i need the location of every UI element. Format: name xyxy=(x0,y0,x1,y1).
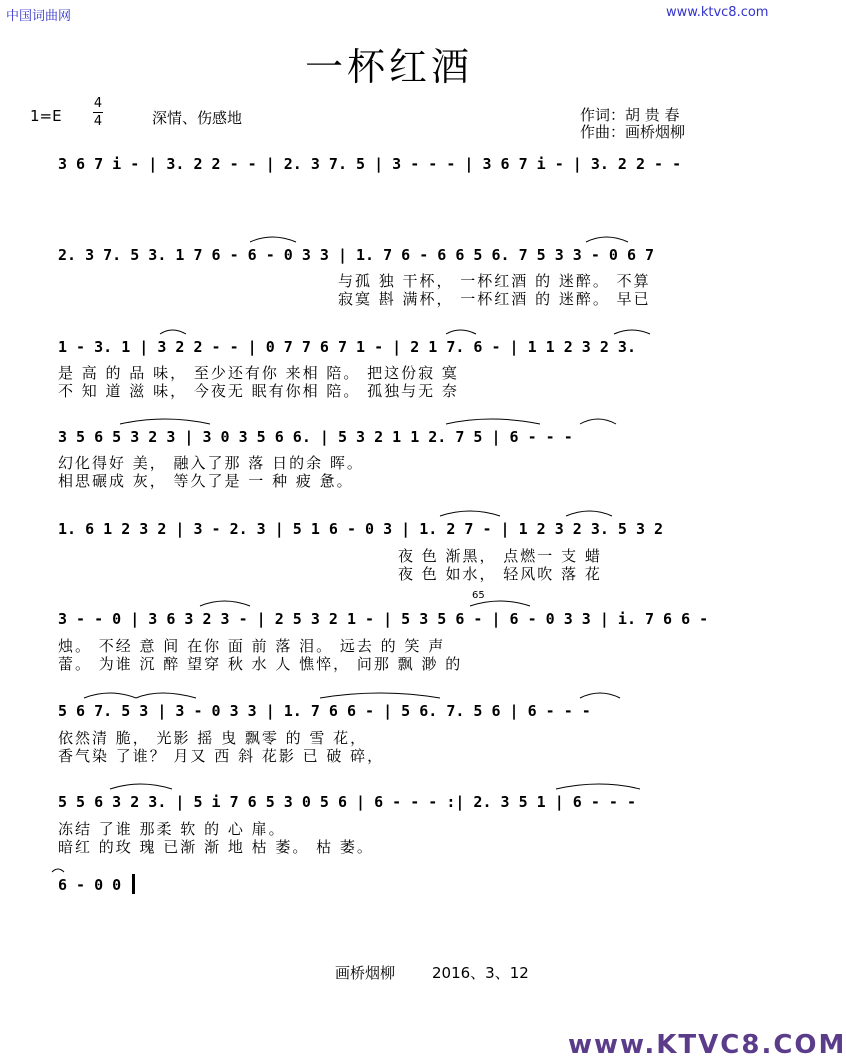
slur xyxy=(446,419,540,424)
slur xyxy=(440,511,500,516)
lyric-row-2-verse-1: 与孤 独 干杯， 一杯红酒 的 迷醉。 不算 xyxy=(338,272,651,290)
slur xyxy=(446,330,476,334)
footer-author: 画桥烟柳 xyxy=(335,964,396,982)
slur xyxy=(556,784,640,789)
slur xyxy=(614,330,650,334)
slur xyxy=(586,237,628,242)
slur xyxy=(160,330,186,334)
slur xyxy=(136,693,196,698)
lyric-row-8-verse-1: 冻结 了谁 那柔 软 的 心 扉。 xyxy=(58,820,286,838)
site-link-right[interactable]: www.ktvc8.com xyxy=(666,5,769,20)
lyric-row-5-verse-1: 夜 色 渐黑， 点燃一 支 蜡 xyxy=(398,547,602,565)
notation-row-2: 2. 3 7. 5 3. 1 7 6 - 6 - 0 3 3 | 1. 7 6 - 6 6 5 6. 7 5 3 3 - 0 6 7 xyxy=(58,246,655,264)
slur xyxy=(320,693,440,698)
lyric-row-8-verse-2: 暗红 的玫 瑰 已渐 渐 地 枯 萎。 枯 萎。 xyxy=(58,838,374,856)
time-top: 4 xyxy=(93,96,103,111)
slur xyxy=(566,511,612,516)
lyric-row-3-verse-2: 不 知 道 滋 味， 今夜无 眠有你相 陪。 孤独与无 奈 xyxy=(58,382,459,400)
slur xyxy=(470,601,530,606)
footer-date: 2016、3、12 xyxy=(432,964,529,982)
notation-row-9: 6 - 0 0 xyxy=(58,876,122,894)
lyric-row-5-verse-2: 夜 色 如水， 轻风吹 落 花 xyxy=(398,565,602,583)
slur xyxy=(110,784,172,789)
slur xyxy=(84,693,136,698)
key-signature: 1=E xyxy=(30,107,62,125)
site-link-left[interactable]: 中国词曲网 xyxy=(6,9,72,24)
watermark: www.KTVC8.COM xyxy=(568,1030,846,1060)
lyric-row-4-verse-2: 相思碾成 灰， 等久了是 一 种 疲 惫。 xyxy=(58,472,354,490)
notation-row-3: 1 - 3. 1 | 3 2 2 - - | 0 7 7 6 7 1 - | 2 1 7. 6 - | 1 1 2 3 2 3. xyxy=(58,338,636,356)
slur xyxy=(52,869,64,872)
lyric-row-7-verse-2: 香气染 了谁？ 月又 西 斜 花影 已 破 碎， xyxy=(58,747,385,765)
slur xyxy=(580,693,620,698)
slur xyxy=(200,601,250,606)
notation-row-6: 3 - - 0 | 3 6 3 2 3 - | 2 5 3 2 1 - | 5 3 5 6 - | 6 - 0 3 3 | i. 7 6 6 - xyxy=(58,610,709,628)
lyric-row-2-verse-2: 寂寞 斟 满杯， 一杯红酒 的 迷醉。 早已 xyxy=(338,290,651,308)
mood-marking: 深情、伤感地 xyxy=(152,109,243,127)
notation-row-1: 3 6 7 i - | 3. 2 2 - - | 2. 3 7. 5 | 3 - - - | 3 6 7 i - | 3. 2 2 - - xyxy=(58,155,682,173)
lyric-row-6-verse-1: 烛。 不经 意 间 在你 面 前 落 泪。 远去 的 笑 声 xyxy=(58,637,446,655)
notation-row-8: 5 5 6 3 2 3. | 5 i 7 6 5 3 0 5 6 | 6 - - - :| 2. 3 5 1 | 6 - - - xyxy=(58,793,636,811)
notation-row-7: 5 6 7. 5 3 | 3 - 0 3 3 | 1. 7 6 6 - | 5 6. 7. 5 6 | 6 - - - xyxy=(58,702,591,720)
notation-row-4: 3 5 6 5 3 2 3 | 3 0 3 5 6 6. | 5 3 2 1 1 2. 7 5 | 6 - - - xyxy=(58,428,573,446)
lyric-row-6-verse-2: 蕾。 为谁 沉 醉 望穿 秋 水 人 憔悴， 问那 飘 渺 的 xyxy=(58,655,463,673)
time-bottom: 4 xyxy=(93,114,103,129)
notation-row-5: 1. 6 1 2 3 2 | 3 - 2. 3 | 5 1 6 - 0 3 | 1. 2 7 - | 1 2 3 2 3. 5 3 2 xyxy=(58,520,664,538)
lyricist: 作词：胡 贵 春 xyxy=(580,106,680,124)
lyric-row-7-verse-1: 依然清 脆， 光影 摇 曳 飘零 的 雪 花， xyxy=(58,729,368,747)
grace-note: 65 xyxy=(472,590,485,601)
lyric-row-4-verse-1: 幻化得好 美， 融入了那 落 日的余 晖。 xyxy=(58,454,364,472)
slur xyxy=(580,419,616,424)
slur xyxy=(250,237,296,242)
lyric-row-3-verse-1: 是 高 的 品 味， 至少还有你 来相 陪。 把这份寂 寞 xyxy=(58,364,459,382)
slur xyxy=(120,419,210,424)
composer: 作曲：画桥烟柳 xyxy=(580,123,686,141)
song-title: 一杯红酒 xyxy=(304,45,473,89)
